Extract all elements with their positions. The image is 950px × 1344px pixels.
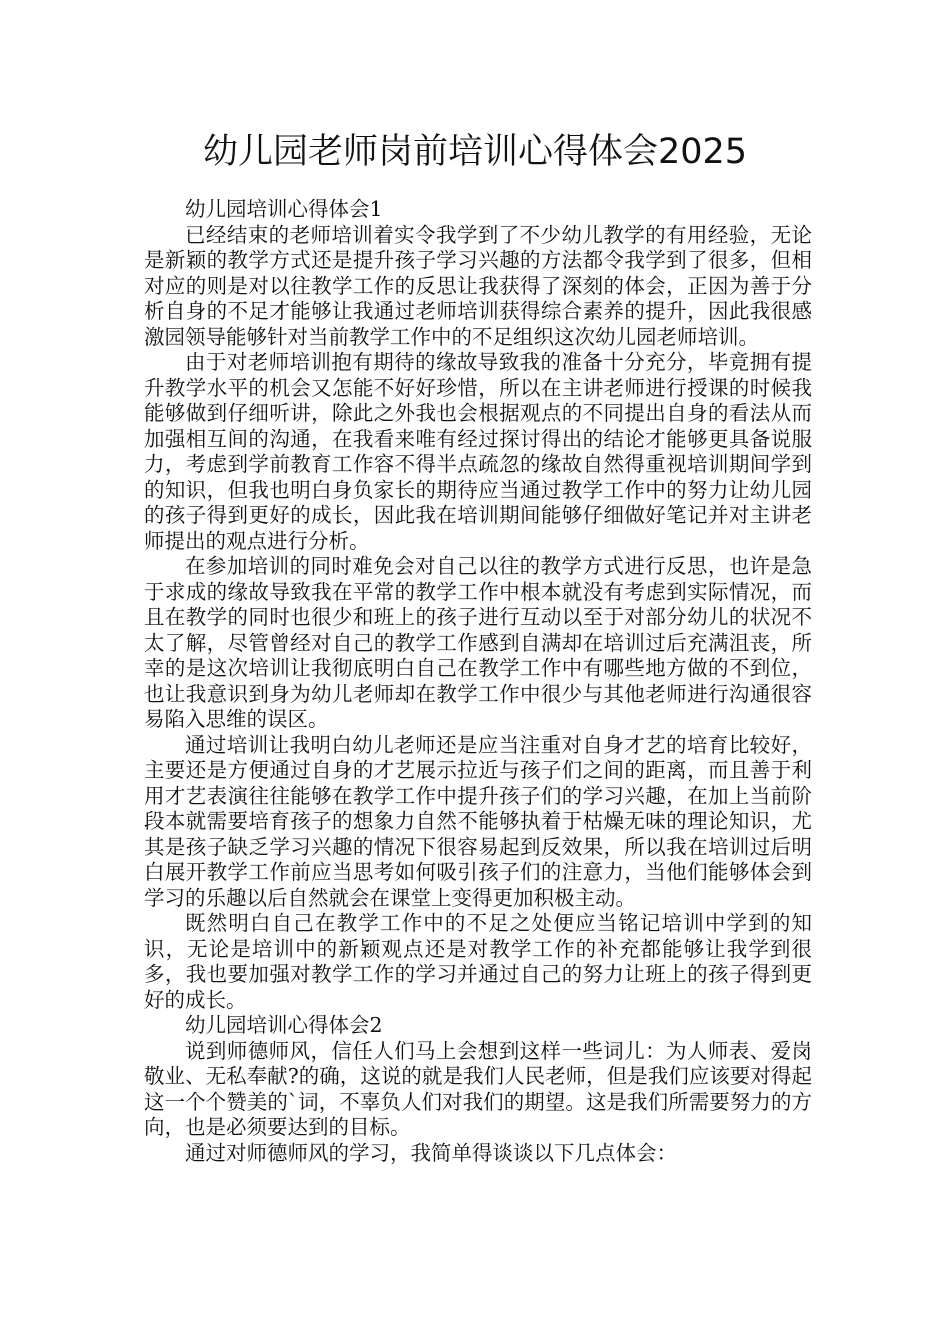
document-body	[144, 197, 812, 1166]
section-heading-2: 幼儿园培训心得体会2	[185, 1013, 383, 1037]
paragraph: 由于对老师培训抱有期待的缘故导致我的准备十分充分，毕竟拥有提升教学水平的机会又怎能不好好珍惜，所以在主讲老师进行授课的时候我能够做到仔细听讲，除此之外我也会根据观点的不同提出自身的看法从而加强相互间的沟通，在我看来唯有经过探讨得出的结论才能够更具备说服力，考虑到学前教育工作容不得半点疏忽的缘故自然得重视培训期间学到的知识，但我也明白身负家长的期待应当通过教学工作中的努力让幼儿园的孩子得到更好的成长，因此我在培训期间能够仔细做好笔记并对主讲老师提出的观点进行分析。	[144, 350, 812, 553]
paragraph: 通过对师德师风的学习，我简单得谈谈以下几点体会：	[185, 1140, 677, 1165]
paragraph: 通过培训让我明白幼儿老师还是应当注重对自身才艺的培育比较好，主要还是方便通过自身的才艺展示拉近与孩子们之间的距离，而且善于利用才艺表演往往能够在教学工作中提升孩子们的学习兴趣，在加上当前阶段本就需要培育孩子的想象力自然不能够执着于枯燥无味的理论知识，尤其是孩子缺乏学习兴趣的情况下很容易起到反效果，所以我在培训过后明白展开教学工作前应当思考如何吸引孩子们的注意力，当他们能够体会到学习的乐趣以后自然就会在课堂上变得更加积极主动。	[144, 732, 812, 910]
paragraph: 已经结束的老师培训着实令我学到了不少幼儿教学的有用经验，无论是新颖的教学方式还是提升孩子学习兴趣的方法都令我学到了很多，但相对应的则是对以往教学工作的反思让我获得了深刻的体会，正因为善于分析自身的不足才能够让我通过老师培训获得综合素养的提升，因此我很感激园领导能够针对当前教学工作中的不足组织这次幼儿园老师培训。	[144, 222, 812, 349]
section-heading-1: 幼儿园培训心得体会1	[185, 197, 383, 221]
paragraph: 在参加培训的同时难免会对自己以往的教学方式进行反思，也许是急于求成的缘故导致我在平常的教学工作中根本就没有考虑到实际情况，而且在教学的同时也很少和班上的孩子进行互动以至于对部分幼儿的状况不太了解，尽管曾经对自己的教学工作感到自满却在培训过后充满沮丧，所幸的是这次培训让我彻底明白自己在教学工作中有哪些地方做的不到位，也让我意识到身为幼儿老师却在教学工作中很少与其他老师进行沟通很容易陷入思维的误区。	[144, 554, 812, 731]
document-title: 幼儿园老师岗前培训心得体会2025	[202, 132, 748, 172]
paragraph: 既然明白自己在教学工作中的不足之处便应当铭记培训中学到的知识，无论是培训中的新颖观点还是对教学工作的补充都能够让我学到很多，我也要加强对教学工作的学习并通过自己的努力让班上的孩子得到更好的成长。	[144, 911, 812, 1012]
paragraph: 说到师德师风，信任人们马上会想到这样一些词儿：为人师表、爱岗敬业、无私奉献?的确，这说的就是我们人民老师，但是我们应该要对得起这一个个赞美的`词，不辜负人们对我们的期望。这是我们所需要努力的方向，也是必须要达到的目标。	[144, 1038, 812, 1139]
